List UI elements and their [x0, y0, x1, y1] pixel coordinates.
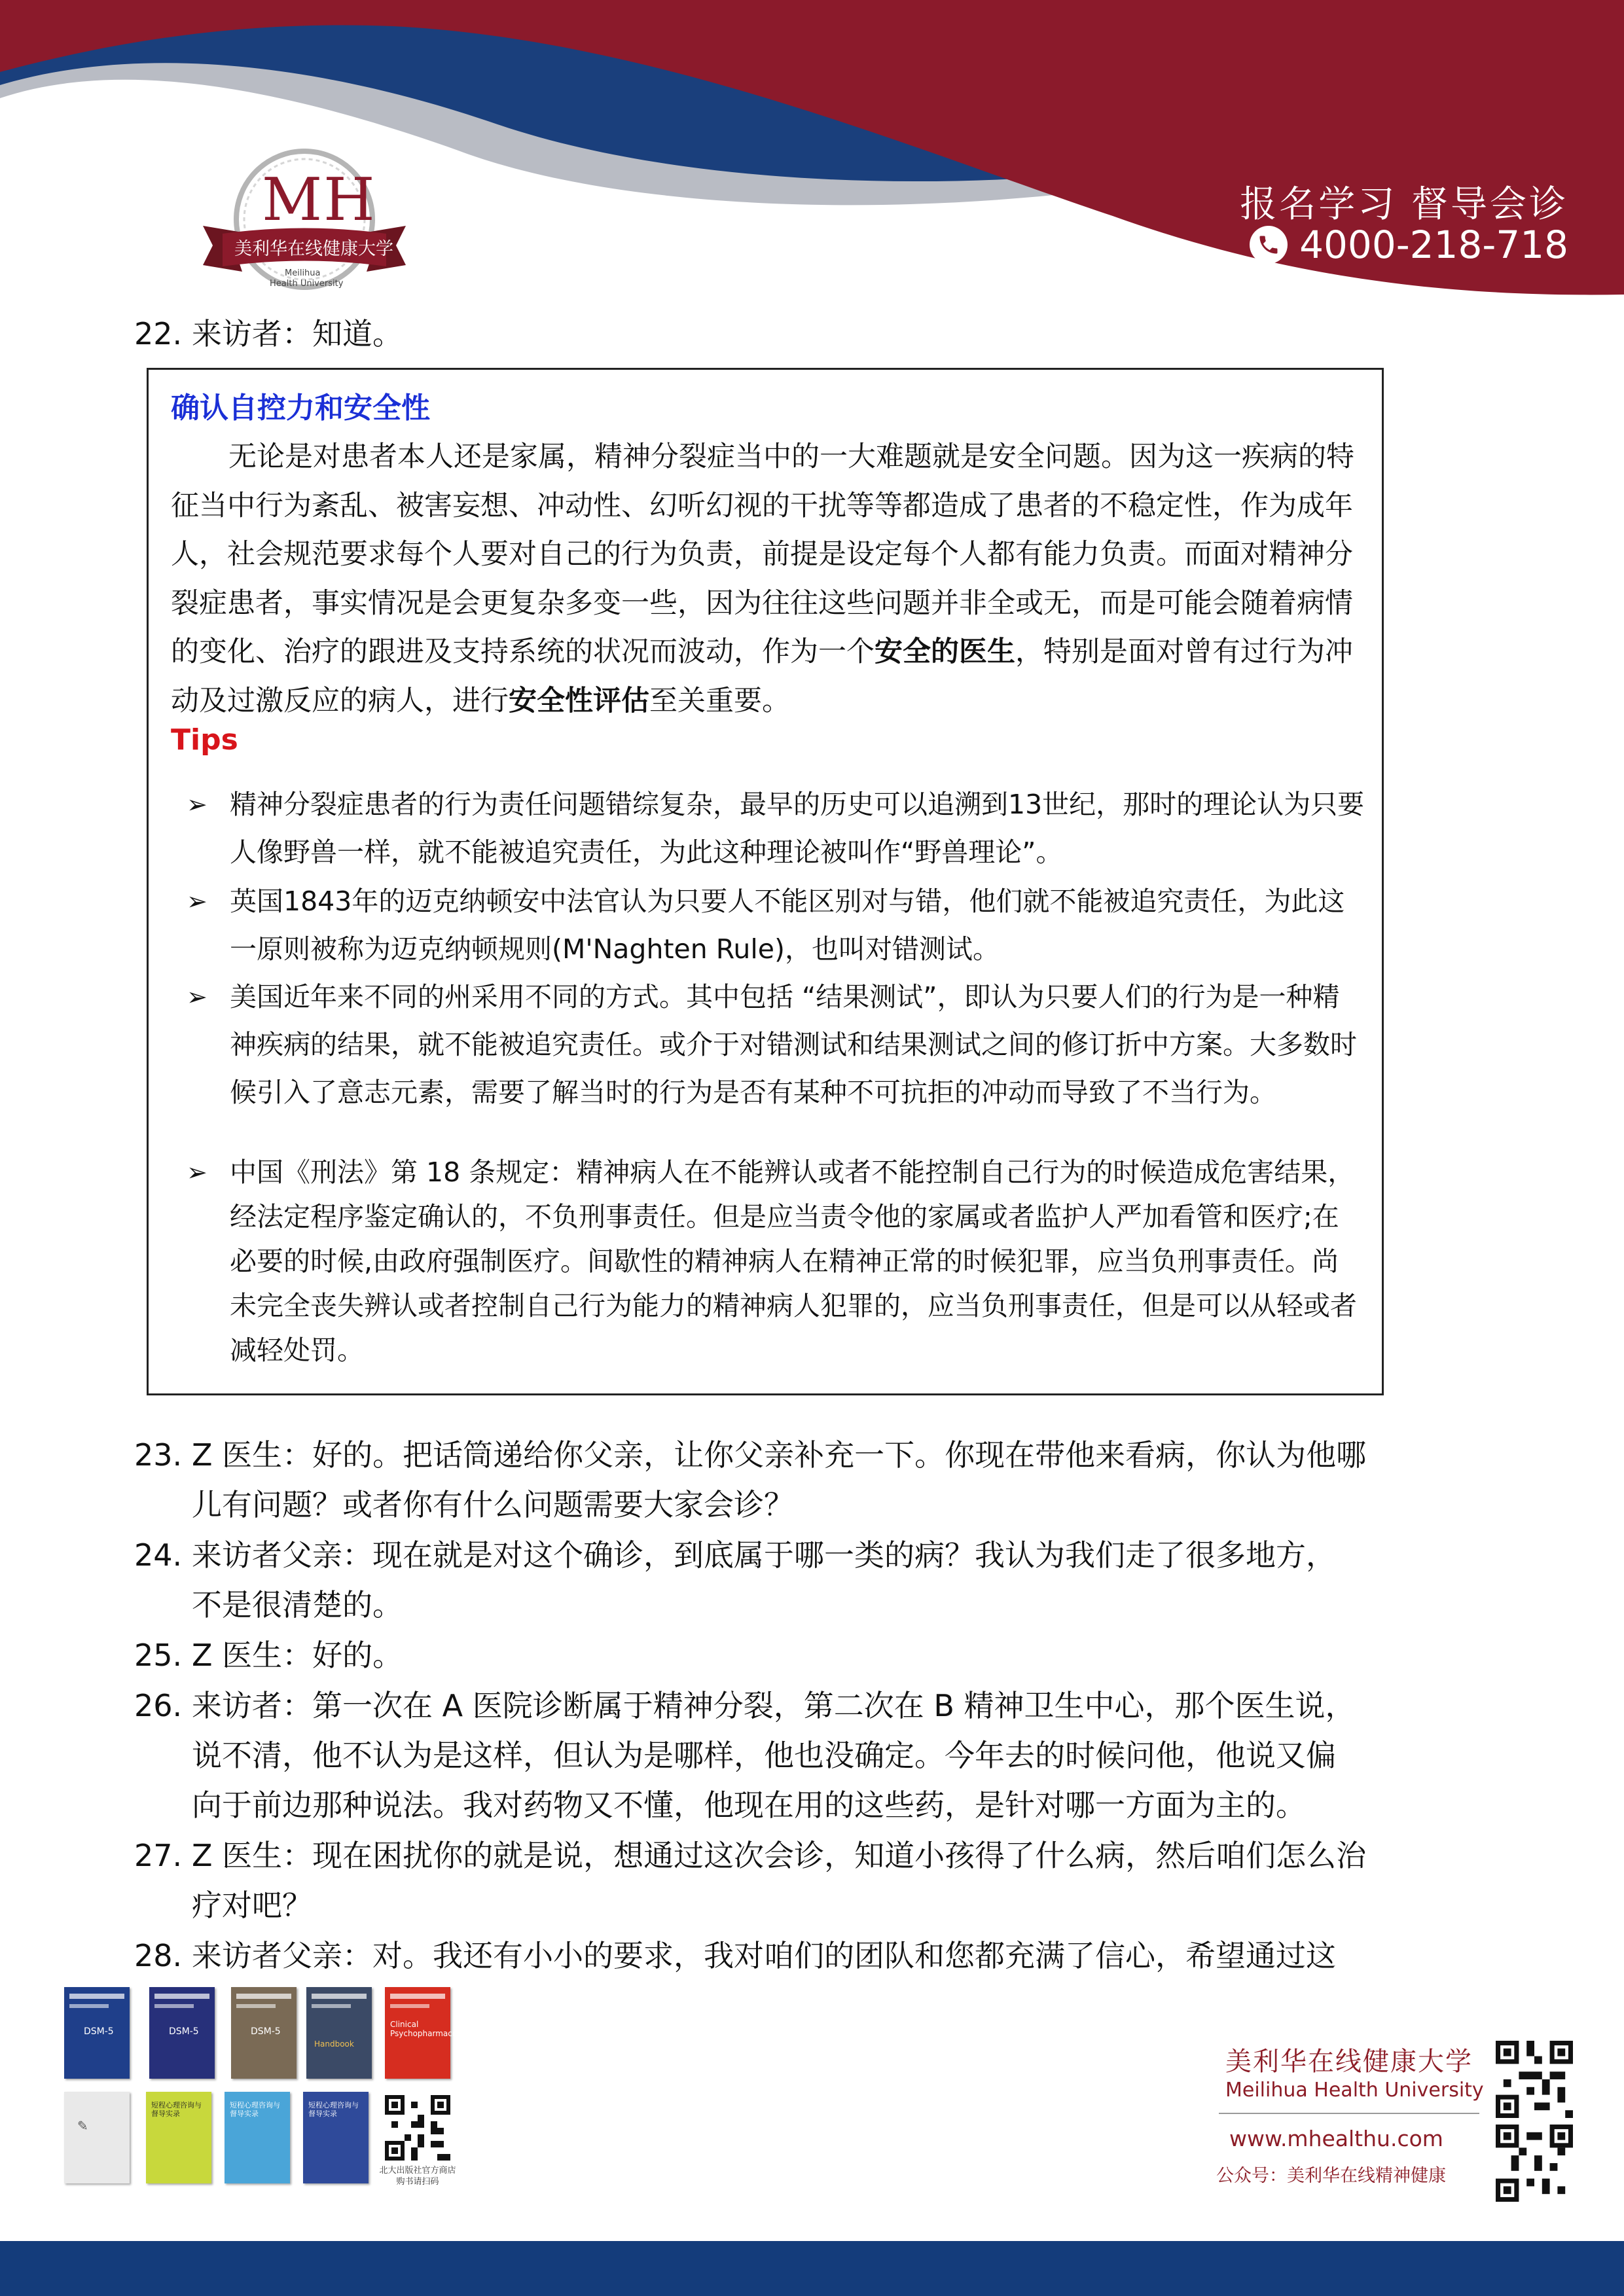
tip-text: 美国近年来不同的州采用不同的方式。其中包括 “结果测试”，即认为只要人们的行为是一种精神疾病的结果，就不能被追究责任。或介于对错测试和结果测试之间的修订折中方案。大多数时候引入了意志元素，需要了解当时的行为是否有某种不可抗拒的冲动而导致了不当行为。	[230, 981, 1357, 1108]
tip-item	[187, 1150, 1365, 1372]
bookstore-qr-code-icon[interactable]	[385, 2095, 450, 2161]
line-continuation: 不是很清楚的。	[192, 1587, 403, 1623]
tip-text: 精神分裂症患者的行为责任问题错综复杂，最早的历史可以追溯到13世纪，那时的理论认为只要人像野兽一样，就不能被追究责任，为此这种理论被叫作“野兽理论”。	[230, 789, 1365, 868]
dialog-line-27	[134, 1831, 1463, 1930]
arrow-bullet-icon: ➢	[187, 887, 208, 916]
contact-title: 报名学习 督导会诊	[1240, 183, 1568, 226]
book-cover[interactable]: Handbook	[306, 1987, 372, 2079]
tip-item	[187, 781, 1365, 876]
dialog-line-24	[134, 1530, 1463, 1630]
line-number: 26.	[134, 1688, 183, 1723]
line-continuation: 疗对吧？	[192, 1888, 312, 1923]
book-cover[interactable]: ✎	[64, 2092, 130, 2183]
book-cover[interactable]: DSM-5	[231, 1987, 297, 2079]
line-number: 28.	[134, 1938, 183, 1973]
emphasis-safe-doctor: 安全的医生	[875, 636, 1015, 668]
line-number: 24.	[134, 1537, 183, 1573]
footer-divider	[1219, 2113, 1479, 2114]
tip-text: 英国1843年的迈克纳顿安中法官认为只要人不能区别对与错，他们就不能被追究责任，为此这一原则被称为迈克纳顿规则(M'Naghten Rule)，也叫对错测试。	[230, 886, 1345, 965]
footer-university-cn: 美利华在线健康大学	[1225, 2047, 1473, 2077]
line-text: 来访者父亲：现在就是对这个确诊，到底属于哪一类的病？我认为我们走了很多地方，	[192, 1537, 1336, 1573]
phone-icon	[1250, 226, 1288, 264]
box-paragraph: 无论是对患者本人还是家属，精神分裂症当中的一大难题就是安全问题。因为这一疾病的特征当中行为紊乱、被害妄想、冲动性、幻听幻视的干扰等等都造成了患者的不稳定性，作为成年人，社会规范要求每个人要对自己的行为负责，前提是设定每个人都有能力负责。而面对精神分裂症患者，事实情况是会更复杂多变一些，因为往往这些问题并非全或无，而是可能会随着病情的变化、治疗的跟进及支持系统的状况而波动，作为一个安全的医生，特别是面对曾有过行为冲动及过激反应的病人，进行安全性评估至关重要。	[171, 440, 1354, 717]
logo-english-line-1: Meilihua	[285, 268, 321, 278]
logo-letters: MH	[262, 166, 376, 234]
website-qr-code-icon[interactable]	[1496, 2041, 1573, 2118]
dialog-line-22	[134, 309, 1463, 359]
arrow-bullet-icon: ➢	[187, 790, 208, 819]
book-cover[interactable]: 短程心理咨询与督导实录	[225, 2092, 290, 2183]
line-continuation: 说不清，他不认为是这样，但认为是哪样，他也没确定。今年去的时候问他，他说又偏	[192, 1738, 1336, 1773]
arrow-bullet-icon: ➢	[187, 1158, 208, 1187]
book-cover[interactable]: DSM-5	[149, 1987, 215, 2079]
line-number: 23.	[134, 1437, 183, 1473]
book-cover[interactable]: 短程心理咨询与督导实录	[146, 2092, 211, 2183]
line-text: 来访者父亲：对。我还有小小的要求，我对咱们的团队和您都充满了信心，希望通过这	[192, 1938, 1336, 1973]
emphasis-safety-assessment: 安全性评估	[509, 684, 649, 717]
line-text: Z 医生：现在困扰你的就是说，想通过这次会诊，知道小孩得了什么病，然后咱们怎么治	[192, 1838, 1367, 1873]
wechat-qr-code-icon[interactable]	[1496, 2125, 1573, 2202]
line-text: Z 医生：好的。	[192, 1638, 403, 1673]
bookstore-caption: 北大出版社官方商店 购书请扫码	[379, 2166, 456, 2187]
line-number: 27.	[134, 1838, 183, 1873]
contact-phone[interactable]	[1250, 223, 1568, 267]
tip-item	[187, 973, 1365, 1117]
line-number: 22.	[134, 316, 183, 351]
phone-number: 4000-218-718	[1299, 223, 1568, 267]
tips-label: Tips	[171, 723, 238, 757]
book-cover[interactable]: Clinical Psychopharmacology	[385, 1987, 450, 2079]
line-number: 25.	[134, 1638, 183, 1673]
tip-text: 中国《刑法》第 18 条规定：精神病人在不能辨认或者不能控制自己行为的时候造成危害结果，经法定程序鉴定确认的，不负刑事责任。但是应当责令他的家属或者监护人严加看管和医疗;在必要的时候,由政府强制医疗。间歇性的精神病人在精神正常的时候犯罪，应当负刑事责任。尚未完全丧失辨认或者控制自己行为能力的精神病人犯罪的，应当负刑事责任，但是可以从轻或者减轻处罚。	[230, 1157, 1357, 1366]
line-text: 来访者：知道。	[192, 316, 403, 351]
footer-bar	[0, 2241, 1624, 2296]
university-logo	[196, 147, 412, 304]
line-continuation: 儿有问题？或者你有什么问题需要大家会诊？	[192, 1487, 794, 1522]
logo-chinese-name: 美利华在线健康大学	[234, 239, 393, 259]
line-text: 来访者：第一次在 A 医院诊断属于精神分裂，第二次在 B 精神卫生中心，那个医生说，	[192, 1688, 1356, 1723]
book-cover[interactable]: 短程心理咨询与督导实录	[303, 2092, 369, 2183]
dialog-line-28	[134, 1931, 1463, 1981]
arrow-bullet-icon: ➢	[187, 982, 208, 1011]
logo-english-line-2: Health University	[270, 279, 344, 289]
line-text: Z 医生：好的。把话筒递给你父亲，让你父亲补充一下。你现在带他来看病，你认为他哪	[192, 1437, 1367, 1473]
dialog-line-25	[134, 1630, 1463, 1680]
dialog-line-26	[134, 1681, 1463, 1830]
dialog-line-23	[134, 1430, 1463, 1530]
info-box	[147, 368, 1384, 1395]
tip-item	[187, 878, 1365, 973]
line-continuation: 向于前边那种说法。我对药物又不懂，他现在用的这些药，是针对哪一方面为主的。	[192, 1787, 1306, 1823]
box-title: 确认自控力和安全性	[171, 391, 430, 425]
footer-wechat-account: 公众号：美利华在线精神健康	[1216, 2166, 1446, 2186]
footer-university-en: Meilihua Health University	[1225, 2079, 1484, 2102]
footer-website-link[interactable]: www.mhealthu.com	[1229, 2126, 1443, 2151]
book-cover[interactable]: DSM-5	[64, 1987, 130, 2079]
